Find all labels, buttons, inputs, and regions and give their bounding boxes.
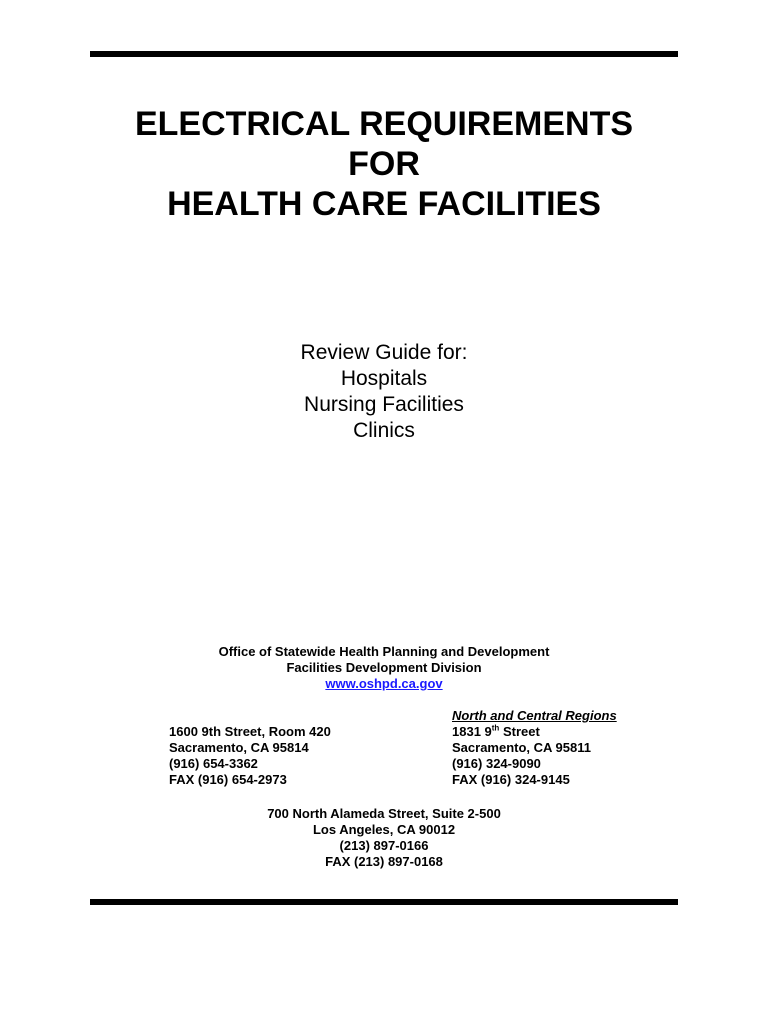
document-title <box>0 104 768 224</box>
office-name: Office of Statewide Health Planning and Development <box>218 644 550 659</box>
website-line <box>0 676 768 692</box>
los-angeles-address <box>0 806 768 870</box>
review-guide-subtitle <box>0 340 768 444</box>
sacramento-phone: (916) 654-3362 <box>169 756 258 771</box>
street-suffix: th <box>491 723 500 733</box>
office-division: Facilities Development Division <box>286 660 482 675</box>
subtitle-line-4: Clinics <box>353 419 415 442</box>
sacramento-city: Sacramento, CA 95814 <box>169 740 309 755</box>
north-central-street <box>452 724 617 740</box>
north-central-heading: North and Central Regions <box>452 708 617 723</box>
north-central-address <box>452 708 617 788</box>
sacramento-address <box>169 724 331 788</box>
la-street: 700 North Alameda Street, Suite 2-500 <box>267 806 501 821</box>
subtitle-line-3: Nursing Facilities <box>304 393 464 416</box>
north-central-city: Sacramento, CA 95811 <box>452 740 591 755</box>
website-link[interactable]: www.oshpd.ca.gov <box>325 676 443 691</box>
office-block <box>0 644 768 692</box>
sacramento-street: 1600 9th Street, Room 420 <box>169 724 331 739</box>
sacramento-fax: FAX (916) 654-2973 <box>169 772 287 787</box>
la-phone: (213) 897-0166 <box>339 838 429 853</box>
subtitle-line-1: Review Guide for: <box>300 341 468 364</box>
title-line-1: ELECTRICAL REQUIREMENTS <box>134 105 634 143</box>
la-city: Los Angeles, CA 90012 <box>312 822 456 837</box>
top-rule <box>90 51 678 57</box>
subtitle-line-2: Hospitals <box>340 367 428 390</box>
la-fax: FAX (213) 897-0168 <box>325 854 443 869</box>
street-name: Street <box>499 724 540 739</box>
title-line-2: FOR <box>348 145 420 183</box>
title-line-3: HEALTH CARE FACILITIES <box>167 185 601 223</box>
north-central-fax: FAX (916) 324-9145 <box>452 772 570 787</box>
street-number: 1831 9 <box>452 724 492 739</box>
north-central-phone: (916) 324-9090 <box>452 756 541 771</box>
bottom-rule <box>90 899 678 905</box>
